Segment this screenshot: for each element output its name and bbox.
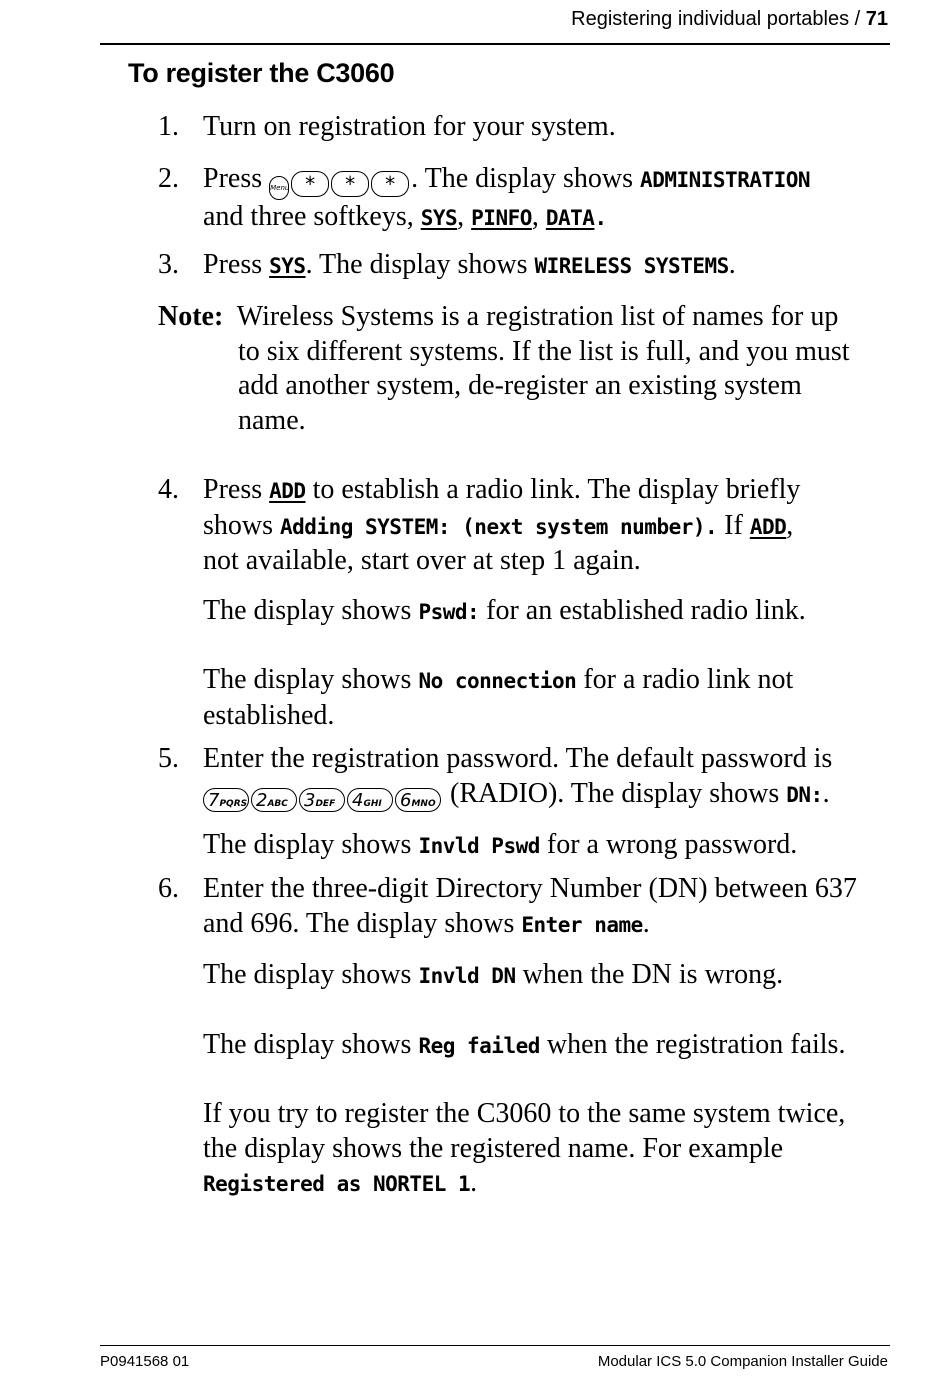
text-run: Press [203, 249, 270, 280]
step-number: 2. [158, 163, 179, 194]
step-6-result-3 [203, 1097, 903, 1202]
section-title: To register the C3060 [128, 58, 395, 88]
step-4-result-1 [203, 594, 903, 630]
softkey-sys: SYS [269, 254, 306, 278]
display-text: ADMINISTRATION [640, 168, 811, 192]
step-line: Enter the three-digit Directory Number (DN) between 637 [203, 873, 857, 904]
step-line [203, 1166, 903, 1202]
note-line: to six different systems. If the list is full, and you must [238, 335, 850, 367]
star-key-icon: * [291, 171, 329, 197]
text-run: . [470, 1167, 478, 1198]
softkey-sys: SYS [420, 206, 458, 230]
seven-key-icon: 7PQRS [203, 788, 249, 812]
step-line [203, 473, 893, 509]
display-text: DN: [786, 782, 823, 807]
step-text [203, 248, 893, 284]
step-line [203, 777, 893, 813]
step-text [203, 742, 893, 812]
text-run: . [822, 777, 830, 809]
six-key-icon: 6MNO [395, 788, 441, 812]
text-run: If [717, 509, 750, 541]
text-run: The display shows [203, 1029, 419, 1060]
step-number: 6. [158, 873, 179, 904]
step-line: Enter the registration password. The default password is [203, 743, 833, 774]
step-4-result-2 [203, 663, 903, 733]
text-run: . The display shows [305, 249, 535, 280]
display-text: WIRELESS SYSTEMS [534, 254, 729, 278]
text-run: , [457, 201, 472, 232]
note-line: name. [238, 404, 306, 436]
step-5-result-1 [203, 828, 903, 864]
step-number: 3. [158, 249, 179, 280]
step-number: 5. [158, 743, 179, 774]
text-run: when the registration fails. [539, 1029, 846, 1060]
text-run: . [728, 249, 736, 280]
two-key-icon: 2ABC [251, 788, 297, 812]
step-6-result-2 [203, 1028, 903, 1064]
text-run: for a radio link not [576, 664, 794, 695]
running-header [571, 8, 888, 31]
step-line [203, 162, 893, 200]
step-line: not available, start over at step 1 again. [203, 545, 641, 576]
text-run: and 696. The display shows [203, 907, 522, 939]
text-run: for an established radio link. [479, 595, 806, 626]
softkey-add: ADD [749, 514, 787, 539]
step-line [203, 663, 903, 699]
step-6-result-1 [203, 958, 903, 994]
note-block [158, 300, 898, 438]
display-text: Invld DN [418, 964, 516, 988]
step-number: 1. [158, 111, 179, 142]
softkey-data: DATA [545, 206, 595, 230]
display-text: Registered as NORTEL 1 [203, 1172, 471, 1196]
text-run: . [642, 907, 650, 939]
step-line: established. [203, 699, 335, 731]
text-run: shows [203, 509, 281, 541]
footer-guide-title: Modular ICS 5.0 Companion Installer Guide [597, 1353, 888, 1370]
text-run: Press [203, 163, 270, 194]
step-text [203, 162, 893, 236]
text-run: (RADIO). The display shows [443, 777, 787, 809]
display-text: No connection [418, 669, 577, 693]
star-key-icon: * [331, 171, 369, 197]
page-number: 71 [865, 8, 888, 30]
step-text [203, 872, 893, 942]
note-line: add another system, de-register an existing system [238, 370, 802, 401]
text-run: The display shows [203, 829, 419, 860]
display-text: Pswd: [418, 600, 480, 624]
three-key-icon: 3DEF [299, 788, 345, 812]
display-text: Enter name [521, 912, 643, 937]
softkey-add: ADD [269, 479, 306, 503]
four-key-icon: 4GHI [347, 788, 393, 812]
step-number: 4. [158, 474, 179, 505]
text-run: Wireless Systems is a registration list of names for up [236, 301, 839, 332]
text-run: for a wrong password. [539, 829, 798, 860]
step-line [203, 509, 893, 545]
note-line [158, 300, 898, 335]
note-label: Note: [158, 301, 224, 332]
header-title: Registering individual portables / [571, 8, 866, 30]
header-rule [100, 43, 890, 45]
text-run: The display shows [203, 959, 419, 990]
text-run: The display shows [203, 595, 419, 626]
text-run: and three softkeys, [203, 201, 421, 232]
text-run: , [531, 201, 546, 232]
text-run: The display shows [203, 664, 419, 695]
text-run: Press [203, 474, 270, 505]
softkey-pinfo: PINFO [471, 206, 532, 230]
text-run: . The display shows [411, 163, 641, 194]
display-text: Adding SYSTEM: (next system number). [280, 514, 718, 539]
step-line: If you try to register the C3060 to the same system twice, [203, 1098, 846, 1129]
text-run: when the DN is wrong. [515, 959, 784, 990]
text-run: , [786, 509, 794, 541]
step-line [203, 907, 893, 943]
step-text: Turn on registration for your system. [203, 111, 616, 142]
footer-doc-number: P0941568 01 [100, 1353, 190, 1370]
text-run: to establish a radio link. The display briefly [305, 474, 801, 505]
step-line: the display shows the registered name. For example [203, 1132, 784, 1164]
display-text: Invld Pswd [418, 834, 540, 858]
footer-rule [100, 1345, 890, 1346]
display-text: Reg failed [418, 1034, 540, 1058]
step-text [203, 473, 893, 579]
star-key-icon: * [371, 171, 409, 197]
step-line [203, 200, 893, 236]
menu-key-icon: Menu [269, 176, 289, 200]
text-run: . [594, 206, 607, 230]
